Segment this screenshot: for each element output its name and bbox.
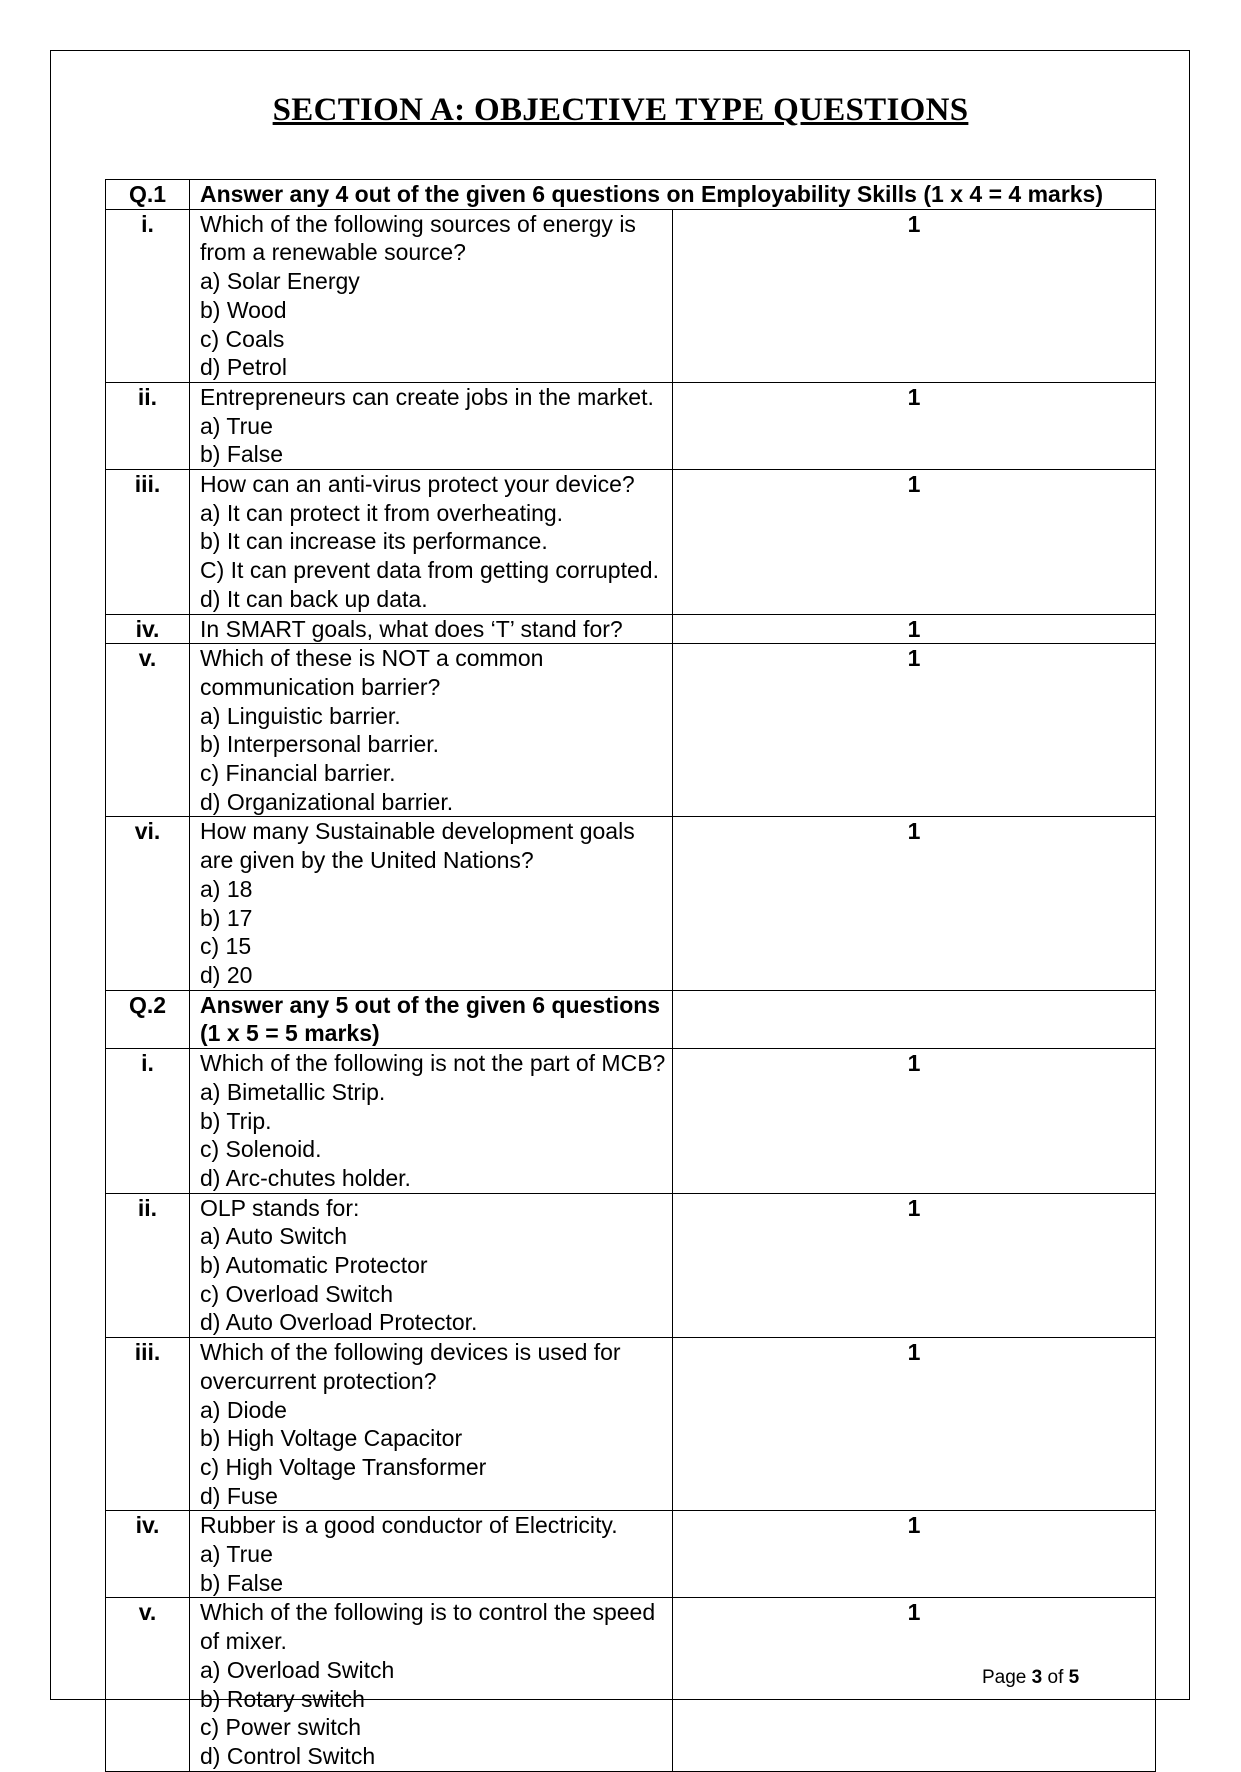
questions-table [105,179,1156,1772]
question-text: Rubber is a good conductor of Electricity. [200,1512,618,1539]
question-option: C) It can prevent data from getting corrupted. [200,557,659,584]
question-option: b) Automatic Protector [200,1252,428,1279]
question-row [106,1193,1156,1338]
question-option: b) False [200,441,284,468]
question-option: b) Trip. [200,1107,272,1134]
question-number: iii. [106,470,190,615]
question-option: b) High Voltage Capacitor [200,1425,463,1452]
question-option: d) 20 [200,961,253,988]
question-content [190,1511,673,1598]
question-number: v. [106,1598,190,1771]
question-option: d) Fuse [200,1482,278,1509]
question-content [190,614,673,644]
question-marks: 1 [673,209,1156,382]
section-marks-cell [673,990,1156,1048]
question-option: d) Auto Overload Protector. [200,1309,478,1336]
question-number: iii. [106,1338,190,1511]
footer-current-page: 3 [1031,1667,1043,1688]
question-marks: 1 [673,382,1156,469]
question-marks: 1 [673,1598,1156,1771]
question-option: a) True [200,412,273,439]
question-option: d) It can back up data. [200,585,428,612]
question-option: b) Wood [200,296,287,323]
footer-middle: of [1047,1667,1064,1688]
question-content [190,209,673,382]
page-footer [982,1667,1079,1689]
question-option: a) Bimetallic Strip. [200,1078,386,1105]
question-option: a) 18 [200,875,253,902]
question-marks: 1 [673,817,1156,990]
section-header-row [106,180,1156,210]
section-instruction: Answer any 4 out of the given 6 questions on Employability Skills (1 x 4 = 4 marks) [190,180,1156,210]
question-option: c) Financial barrier. [200,760,396,787]
question-option: d) Control Switch [200,1742,376,1769]
question-row [106,209,1156,382]
question-text: How can an anti-virus protect your device? [200,471,635,498]
question-row [106,614,1156,644]
question-row [106,644,1156,817]
question-option: c) 15 [200,933,252,960]
question-content [190,1049,673,1194]
question-option: a) Solar Energy [200,268,360,295]
question-option: a) Auto Switch [200,1223,348,1250]
question-marks: 1 [673,1338,1156,1511]
question-option: a) Linguistic barrier. [200,702,401,729]
question-number: ii. [106,1193,190,1338]
question-number: iv. [106,1511,190,1598]
question-marks: 1 [673,1049,1156,1194]
question-option: a) It can protect it from overheating. [200,499,564,526]
question-text: Which of the following devices is used for overcurrent protection? [200,1339,621,1394]
question-row [106,382,1156,469]
question-option: a) Diode [200,1396,287,1423]
question-option: d) Petrol [200,354,287,381]
question-content [190,817,673,990]
question-row [106,1511,1156,1598]
question-option: b) Rotary switch [200,1685,365,1712]
question-option: b) It can increase its performance. [200,528,548,555]
question-marks: 1 [673,644,1156,817]
question-content [190,1193,673,1338]
question-option: b) Interpersonal barrier. [200,731,440,758]
question-text: Which of these is NOT a common communication barrier? [200,645,544,700]
question-number: ii. [106,382,190,469]
question-content [190,1338,673,1511]
question-text: In SMART goals, what does ‘T’ stand for? [200,615,623,642]
question-number: v. [106,644,190,817]
question-text: How many Sustainable development goals are given by the United Nations? [200,818,635,874]
question-content [190,470,673,615]
question-row [106,1049,1156,1194]
question-option: c) Solenoid. [200,1136,322,1163]
question-row [106,817,1156,990]
footer-total-pages: 5 [1068,1667,1080,1688]
section-header-row [106,990,1156,1048]
section-instruction: Answer any 5 out of the given 6 questions (1 x 5 = 5 marks) [190,990,673,1048]
section-number: Q.1 [106,180,190,210]
section-title: SECTION A: OBJECTIVE TYPE QUESTIONS [272,92,969,128]
question-text: Entrepreneurs can create jobs in the market. [200,383,654,410]
question-option: b) False [200,1569,284,1596]
question-row [106,470,1156,615]
question-option: c) Overload Switch [200,1280,394,1307]
footer-prefix: Page [982,1667,1027,1688]
question-content [190,644,673,817]
question-option: d) Organizational barrier. [200,788,454,815]
question-option: c) Power switch [200,1714,362,1741]
question-number: i. [106,209,190,382]
question-option: a) True [200,1541,273,1568]
question-option: c) Coals [200,325,285,352]
question-content [190,1598,673,1771]
question-marks: 1 [673,1511,1156,1598]
question-option: d) Arc-chutes holder. [200,1164,411,1191]
question-content [190,382,673,469]
question-text: Which of the following is not the part of MCB? [200,1050,666,1077]
question-text: OLP stands for: [200,1194,360,1221]
questions-table-body [106,180,1156,1772]
question-marks: 1 [673,614,1156,644]
question-option: c) High Voltage Transformer [200,1453,487,1480]
question-option: a) Overload Switch [200,1656,395,1683]
section-number: Q.2 [106,990,190,1048]
question-option: b) 17 [200,904,253,931]
question-marks: 1 [673,470,1156,615]
question-number: i. [106,1049,190,1194]
question-number: vi. [106,817,190,990]
question-text: Which of the following is to control the speed of mixer. [200,1599,656,1655]
question-row [106,1338,1156,1511]
question-marks: 1 [673,1193,1156,1338]
question-text: Which of the following sources of energy is from a renewable source? [200,210,636,266]
question-number: iv. [106,614,190,644]
